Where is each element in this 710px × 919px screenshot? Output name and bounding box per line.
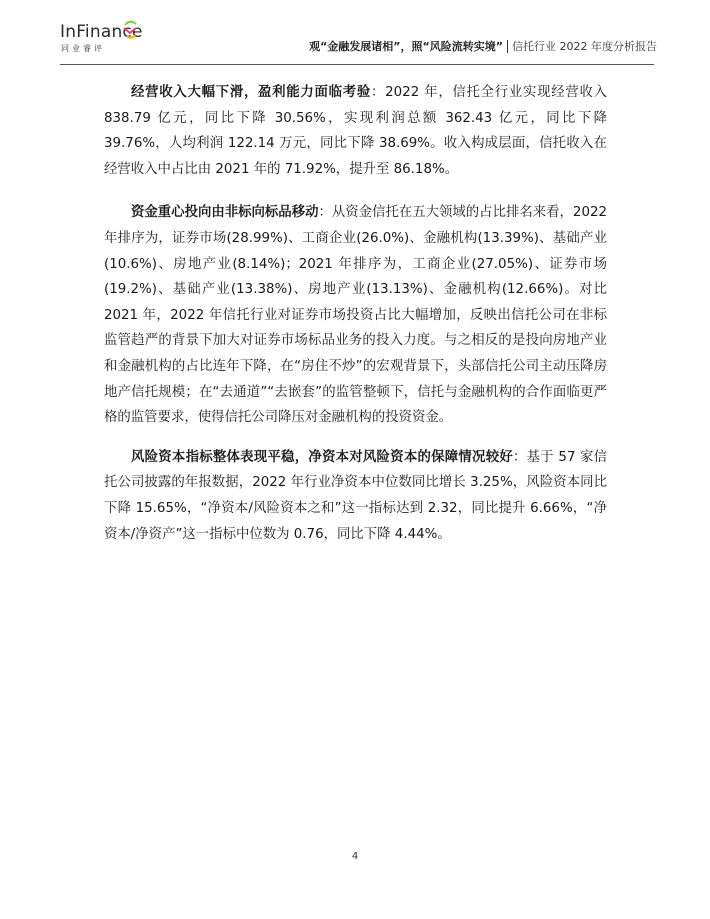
paragraph-lead: 经营收入大幅下滑，盈利能力面临考验 <box>131 85 372 100</box>
logo-mark-icon <box>121 19 139 41</box>
header-tagline: 观“金融发展诸相”，照“风险流转实境” <box>309 40 503 53</box>
paragraph-lead: 资金重心投向由非标向标品移动 <box>131 205 319 221</box>
paragraph-body: ：2022 年，信托全行业实现经营收入 838.79 亿元，同比下降 30.56%，实现利润总额 362.43 亿元，同比下降 39.76%，人均利润 122.14 万元，同比下降 38.69%。收入构成层面，信托收入在经营收入中占比由 2021 年的 71.92%，提升至 86.18%。 <box>104 85 608 177</box>
paragraph-body: ：从资金信托在五大领域的占比排名来看，2022 年排序为，证券市场(28.99%)、工商企业(26.0%)、金融机构(13.39%)、基础产业(10.6%)、房地产业(8.14%)；2021 年排序为，工商企业(27.05%)、证券市场(19.2%)、基础产业(13.38%)、房地产业(13.13%)、金融机构(12.66%)。对比 2021 年，2022 年信托行业对证券市场投资占比大幅增加，反映出信托公司在非标监管趋严的背景下加大对证券市场标品业务的投入力度。与之相反的是投向房地产业和金融机构的占比连年下降，在“房住不炒”的宏观背景下，头部信托公司主动压降房地产信托规模；在“去通道”“去嵌套”的监管整顿下，信托与金融机构的合作面临更严格的监管要求，使得信托公司降压对金融机构的投资资金。 <box>104 205 608 426</box>
header-separator <box>507 40 508 53</box>
report-title: 信托行业 2022 年度分析报告 <box>512 40 657 53</box>
paragraph-risk-capital <box>104 445 607 547</box>
header-rule <box>60 64 654 65</box>
paragraph-allocation <box>104 200 607 430</box>
header-titles <box>309 38 657 54</box>
paragraph-revenue <box>104 80 607 182</box>
infinance-logo <box>60 22 160 56</box>
paragraph-lead: 风险资本指标整体表现平稳，净资本对风险资本的保障情况较好 <box>131 449 513 465</box>
logo-subtitle: 同业睿评 <box>61 44 105 53</box>
page-header <box>0 0 710 66</box>
paragraph-body: ：基于 57 家信托公司披露的年报数据，2022 年行业净资本中位数同比增长 3.25%，风险资本同比下降 15.65%，“净资本/风险资本之和”这一指标达到 2.32，同比提升 6.66%，“净资本/净资产”这一指标中位数为 0.76，同比下降 4.44%。 <box>104 449 607 542</box>
logo-text: InFinance <box>60 22 143 42</box>
page-number: 4 <box>351 851 359 862</box>
main-content <box>104 80 607 565</box>
